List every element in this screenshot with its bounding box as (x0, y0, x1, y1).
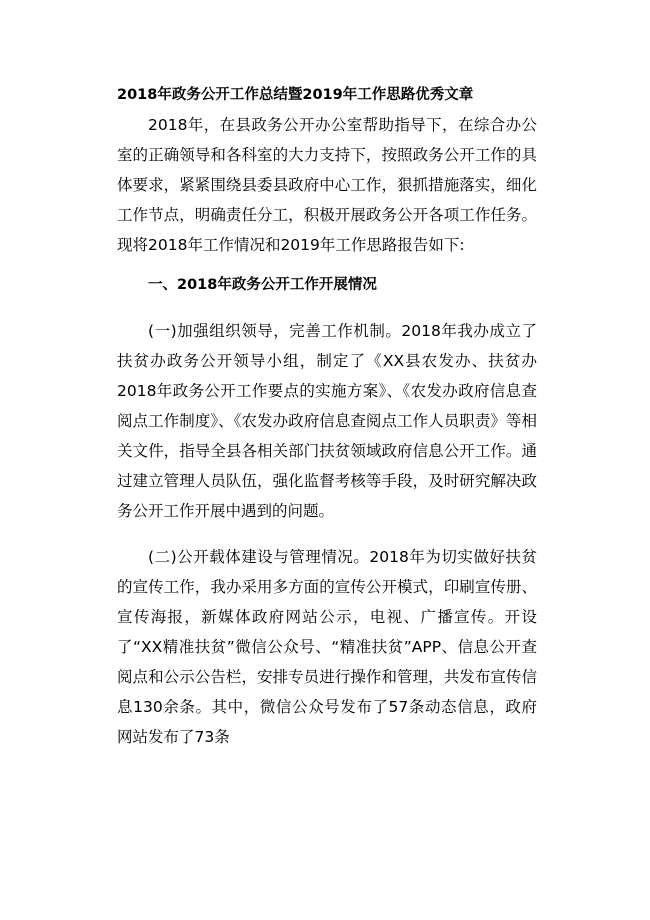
paragraph-publicity: (二)公开载体建设与管理情况。2018年为切实做好扶贫的宣传工作，我办采用多方面的宣传公开模式，印刷宣传册、宣传海报，新媒体政府网站公示，电视、广播宣传。开设了“XX精准扶贫”微信公众号、“精准扶贫”APP、信息公开查阅点和公示公告栏，安排专员进行操作和管理，共发布宣传信息130余条。其中，微信公众号发布了57条动态信息，政府网站发布了73条 (117, 548, 537, 746)
document-page (117, 84, 537, 752)
paragraph-organization: (一)加强组织领导，完善工作机制。2018年我办成立了扶贫办政务公开领导小组，制定了《XX县农发办、扶贫办2018年政务公开工作要点的实施方案》、《农发办政府信息查阅点工作制度》、《农发办政府信息查阅点工作人员职责》等相关文件，指导全县各相关部门扶贫领域政府信息公开工作。通过建立管理人员队伍，强化监督考核等手段，及时研究解决政务公开工作开展中遇到的问题。 (117, 322, 537, 520)
intro-paragraph: 2018年，在县政务公开办公室帮助指导下，在综合办公室的正确领导和各科室的大力支持下，按照政务公开工作的具体要求，紧紧围绕县委县政府中心工作，狠抓措施落实，细化工作节点，明确责任分工，积极开展政务公开各项工作任务。现将2018年工作情况和2019年工作思路报告如下: (117, 116, 537, 254)
document-title: 2018年政务公开工作总结暨2019年工作思路优秀文章 (117, 87, 474, 103)
section-heading: 一、2018年政务公开工作开展情况 (148, 277, 377, 293)
